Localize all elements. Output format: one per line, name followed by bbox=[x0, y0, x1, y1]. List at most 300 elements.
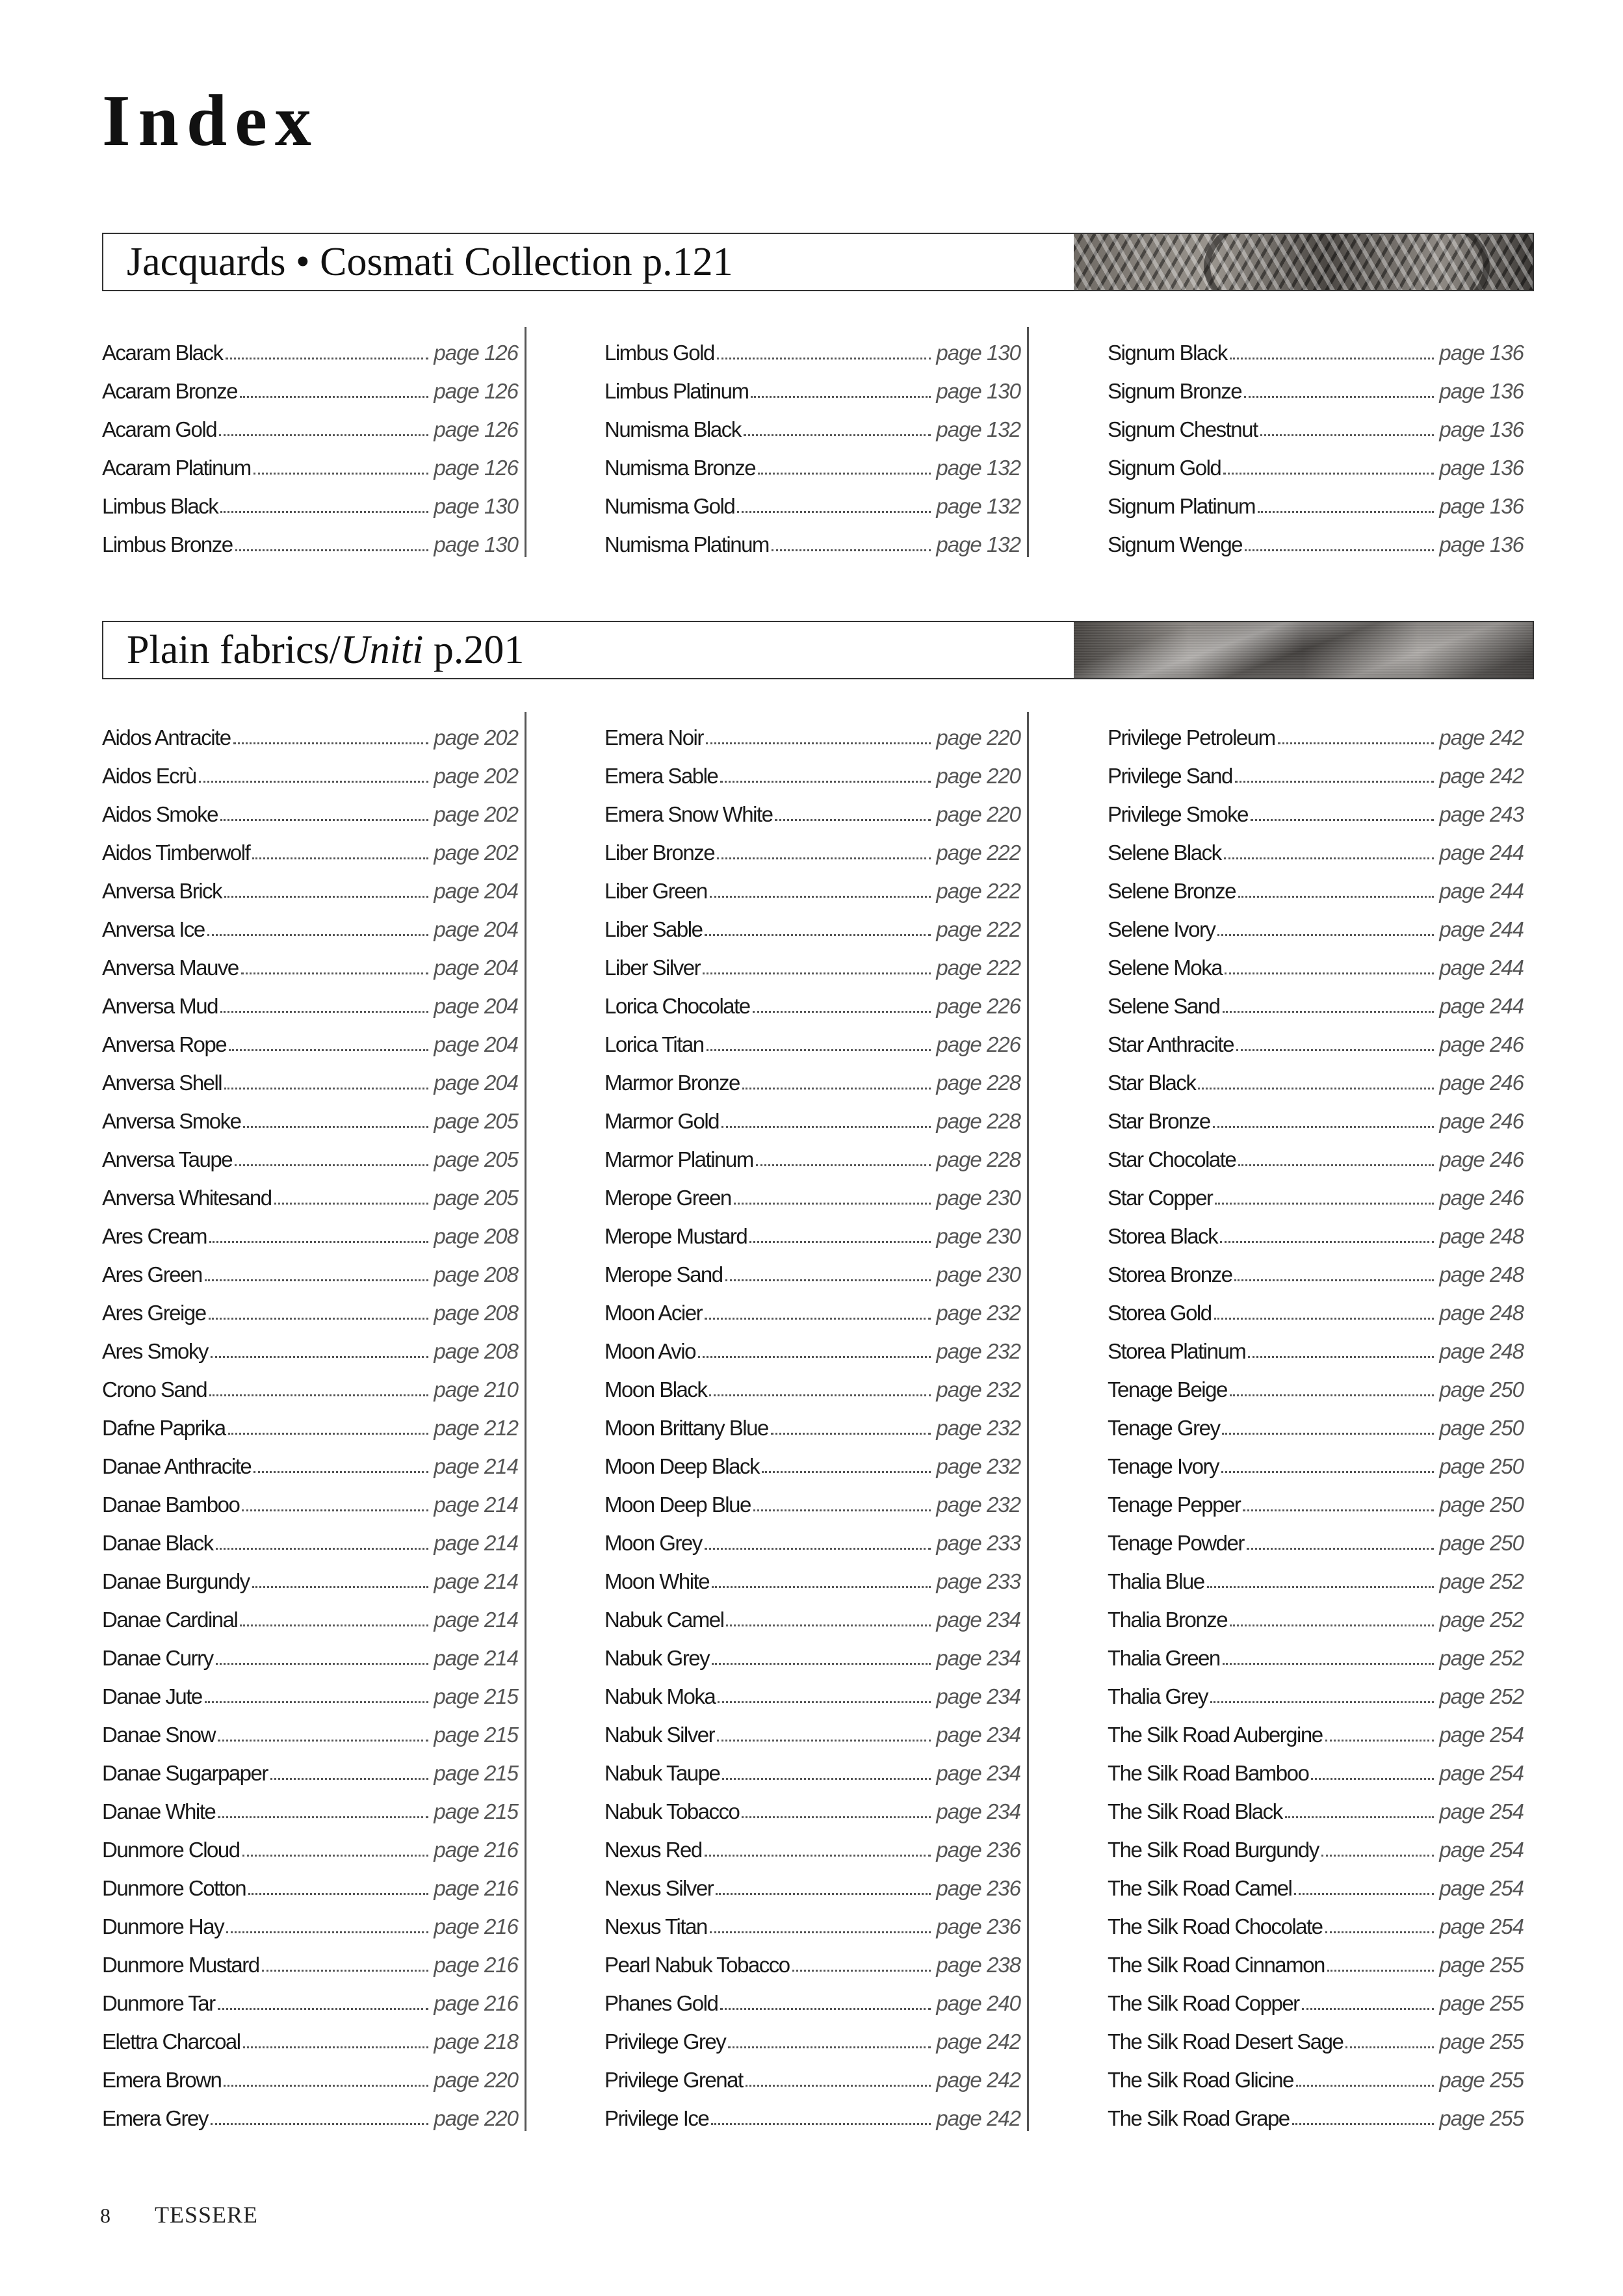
entry-page: page 204 bbox=[434, 879, 518, 903]
index-entry bbox=[1108, 1786, 1530, 1824]
dot-leader bbox=[1234, 1279, 1434, 1281]
index-entry bbox=[604, 327, 1027, 365]
index-entry bbox=[102, 712, 525, 750]
entry-name: Signum Black bbox=[1108, 341, 1227, 365]
index-entry bbox=[604, 1556, 1027, 1594]
entry-name: Liber Silver bbox=[604, 956, 701, 980]
index-entry bbox=[604, 1095, 1027, 1134]
index-entry bbox=[1108, 980, 1530, 1019]
index-entry bbox=[1108, 1632, 1530, 1671]
section-title-tail: p.201 bbox=[423, 627, 525, 672]
entry-name: Nexus Silver bbox=[604, 1876, 714, 1900]
entry-page: page 204 bbox=[434, 994, 518, 1018]
index-entry bbox=[604, 1402, 1027, 1441]
entry-name: Signum Gold bbox=[1108, 456, 1221, 480]
index-entry bbox=[102, 942, 525, 980]
entry-name: Numisma Platinum bbox=[604, 532, 769, 556]
index-entry bbox=[604, 1287, 1027, 1325]
index-entry bbox=[102, 1057, 525, 1095]
index-entry bbox=[1108, 712, 1530, 750]
entry-name: Star Bronze bbox=[1108, 1109, 1210, 1133]
index-entry bbox=[1108, 1671, 1530, 1709]
index-entry bbox=[1108, 519, 1530, 557]
entry-page: page 252 bbox=[1439, 1646, 1524, 1670]
dot-leader bbox=[762, 1471, 931, 1473]
dot-leader bbox=[709, 1394, 931, 1396]
dot-leader bbox=[224, 2085, 428, 2087]
entry-page: page 234 bbox=[936, 1761, 1020, 1785]
index-entry bbox=[604, 365, 1027, 404]
index-entry bbox=[604, 1632, 1027, 1671]
dot-leader bbox=[235, 549, 429, 551]
entry-page: page 243 bbox=[1439, 802, 1524, 826]
entry-page: page 210 bbox=[434, 1377, 518, 1402]
entry-name: Tenage Ivory bbox=[1108, 1454, 1219, 1478]
entry-name: Anversa Smoke bbox=[102, 1109, 241, 1133]
dot-leader bbox=[744, 434, 931, 436]
entry-page: page 246 bbox=[1439, 1186, 1524, 1210]
entry-page: page 208 bbox=[434, 1301, 518, 1325]
entry-page: page 216 bbox=[434, 1991, 518, 2015]
entry-name: The Silk Road Copper bbox=[1108, 1991, 1299, 2015]
dot-leader bbox=[1223, 473, 1434, 475]
entry-name: Anversa Whitesand bbox=[102, 1186, 272, 1210]
dot-leader bbox=[792, 1970, 931, 1972]
index-entry bbox=[102, 1824, 525, 1862]
index-entry bbox=[102, 2016, 525, 2054]
entry-name: Moon Grey bbox=[604, 1531, 702, 1555]
entry-page: page 254 bbox=[1439, 1838, 1524, 1862]
entry-page: page 130 bbox=[434, 532, 518, 556]
entry-page: page 136 bbox=[1439, 379, 1524, 403]
entry-name: Elettra Charcoal bbox=[102, 2029, 240, 2054]
dot-leader bbox=[1230, 1394, 1435, 1396]
entry-name: Signum Wenge bbox=[1108, 532, 1243, 556]
entry-name: Marmor Bronze bbox=[604, 1071, 740, 1095]
dot-leader bbox=[209, 1318, 429, 1320]
dot-leader bbox=[758, 473, 931, 475]
entry-name: Thalia Green bbox=[1108, 1646, 1220, 1670]
entry-page: page 212 bbox=[434, 1416, 518, 1440]
dot-leader bbox=[712, 1663, 931, 1665]
dot-leader bbox=[749, 1241, 931, 1243]
plain-column-3 bbox=[1108, 712, 1530, 2131]
index-entry bbox=[604, 1977, 1027, 2016]
index-entry bbox=[102, 1402, 525, 1441]
entry-name: Ares Greige bbox=[102, 1301, 206, 1325]
dot-leader bbox=[698, 1356, 931, 1358]
index-entry bbox=[102, 1019, 525, 1057]
dot-leader bbox=[1243, 1509, 1434, 1511]
entry-page: page 240 bbox=[936, 1991, 1020, 2015]
index-entry bbox=[102, 1287, 525, 1325]
entry-page: page 246 bbox=[1439, 1147, 1524, 1171]
dot-leader bbox=[1214, 1318, 1435, 1320]
entry-name: Nabuk Moka bbox=[604, 1684, 716, 1708]
entry-page: page 214 bbox=[434, 1646, 518, 1670]
entry-page: page 244 bbox=[1439, 917, 1524, 941]
index-entry bbox=[102, 442, 525, 480]
entry-name: Thalia Bronze bbox=[1108, 1608, 1228, 1632]
dot-leader bbox=[712, 1586, 931, 1588]
entry-name: Privilege Sand bbox=[1108, 764, 1232, 788]
entry-name: Tenage Pepper bbox=[1108, 1493, 1241, 1517]
entry-page: page 236 bbox=[936, 1838, 1020, 1862]
dot-leader bbox=[720, 2008, 931, 2010]
section-title bbox=[103, 627, 1074, 673]
dot-leader bbox=[240, 1624, 428, 1626]
entry-name: Merope Sand bbox=[604, 1262, 723, 1286]
dot-leader bbox=[1236, 1049, 1434, 1051]
entry-name: Storea Black bbox=[1108, 1224, 1218, 1248]
jacquards-column-3 bbox=[1108, 327, 1530, 557]
entry-page: page 254 bbox=[1439, 1799, 1524, 1823]
entry-page: page 222 bbox=[936, 841, 1020, 865]
dot-leader bbox=[1235, 781, 1435, 783]
entry-page: page 242 bbox=[936, 2106, 1020, 2130]
entry-name: Tenage Beige bbox=[1108, 1377, 1227, 1402]
entry-page: page 208 bbox=[434, 1224, 518, 1248]
section-title-main: Plain fabrics/ bbox=[127, 627, 341, 672]
index-entry bbox=[102, 789, 525, 827]
entry-name: Privilege Ice bbox=[604, 2106, 709, 2130]
entry-name: Merope Green bbox=[604, 1186, 731, 1210]
dot-leader bbox=[242, 1855, 429, 1857]
entry-name: Danae Cardinal bbox=[102, 1608, 238, 1632]
entry-page: page 232 bbox=[936, 1454, 1020, 1478]
dot-leader bbox=[1302, 2008, 1435, 2010]
dot-leader bbox=[199, 781, 429, 783]
index-entry bbox=[1108, 1095, 1530, 1134]
index-entry bbox=[102, 1517, 525, 1556]
entry-name: The Silk Road Black bbox=[1108, 1799, 1282, 1823]
dot-leader bbox=[205, 1279, 429, 1281]
dot-leader bbox=[224, 896, 428, 898]
entry-page: page 230 bbox=[936, 1186, 1020, 1210]
index-entry bbox=[102, 1594, 525, 1632]
index-entry bbox=[1108, 1517, 1530, 1556]
entry-page: page 248 bbox=[1439, 1301, 1524, 1325]
index-entry bbox=[1108, 1210, 1530, 1249]
entry-name: The Silk Road Aubergine bbox=[1108, 1723, 1323, 1747]
dot-leader bbox=[718, 1701, 931, 1703]
dot-leader bbox=[1325, 1740, 1435, 1742]
dot-leader bbox=[229, 1049, 428, 1051]
entry-page: page 202 bbox=[434, 764, 518, 788]
index-entry bbox=[1108, 2093, 1530, 2131]
dot-leader bbox=[703, 972, 931, 974]
dot-leader bbox=[1311, 1778, 1434, 1780]
dot-leader bbox=[218, 1816, 428, 1818]
entry-name: Dunmore Mustard bbox=[102, 1953, 259, 1977]
dot-leader bbox=[1245, 549, 1434, 551]
entry-name: Anversa Rope bbox=[102, 1032, 227, 1056]
entry-page: page 234 bbox=[936, 1684, 1020, 1708]
entry-page: page 232 bbox=[936, 1301, 1020, 1325]
index-entry bbox=[1108, 1594, 1530, 1632]
dot-leader bbox=[1238, 896, 1434, 898]
dot-leader bbox=[1230, 358, 1435, 359]
entry-page: page 202 bbox=[434, 841, 518, 865]
index-entry bbox=[102, 2054, 525, 2093]
index-entry bbox=[1108, 1364, 1530, 1402]
entry-name: Privilege Grey bbox=[604, 2029, 726, 2054]
entry-name: Danae Black bbox=[102, 1531, 213, 1555]
dot-leader bbox=[1278, 742, 1435, 744]
dot-leader bbox=[1244, 396, 1434, 398]
index-entry bbox=[604, 2054, 1027, 2093]
entry-name: Liber Sable bbox=[604, 917, 703, 941]
dot-leader bbox=[211, 1356, 428, 1358]
dot-leader bbox=[1215, 1203, 1434, 1205]
entry-page: page 126 bbox=[434, 456, 518, 480]
jacquards-column-1 bbox=[102, 327, 526, 557]
index-entry bbox=[604, 750, 1027, 789]
entry-name: Privilege Grenat bbox=[604, 2068, 743, 2092]
dot-leader bbox=[734, 1203, 931, 1205]
entry-page: page 136 bbox=[1439, 417, 1524, 441]
entry-name: Signum Platinum bbox=[1108, 494, 1255, 518]
index-entry bbox=[1108, 2054, 1530, 2093]
dot-leader bbox=[705, 1318, 931, 1320]
dot-leader bbox=[1223, 1663, 1435, 1665]
dot-leader bbox=[1292, 2123, 1435, 2125]
index-entry bbox=[604, 1019, 1027, 1057]
entry-page: page 222 bbox=[936, 879, 1020, 903]
index-entry bbox=[102, 1479, 525, 1517]
index-entry bbox=[1108, 1402, 1530, 1441]
index-entry bbox=[102, 404, 525, 442]
index-entry bbox=[102, 1977, 525, 2016]
entry-page: page 233 bbox=[936, 1531, 1020, 1555]
index-entry bbox=[1108, 1019, 1530, 1057]
index-entry bbox=[102, 1249, 525, 1287]
dot-leader bbox=[209, 1394, 428, 1396]
entry-page: page 255 bbox=[1439, 1991, 1524, 2015]
dot-leader bbox=[262, 1970, 429, 1972]
entry-name: Ares Smoky bbox=[102, 1339, 208, 1363]
index-entry bbox=[102, 827, 525, 865]
entry-page: page 232 bbox=[936, 1493, 1020, 1517]
index-entry bbox=[604, 1134, 1027, 1172]
entry-name: The Silk Road Burgundy bbox=[1108, 1838, 1319, 1862]
index-entry bbox=[1108, 1901, 1530, 1939]
dot-leader bbox=[720, 781, 931, 783]
entry-name: Selene Ivory bbox=[1108, 917, 1215, 941]
entry-page: page 222 bbox=[936, 917, 1020, 941]
dot-leader bbox=[725, 1279, 931, 1281]
entry-name: Phanes Gold bbox=[604, 1991, 718, 2015]
entry-page: page 220 bbox=[936, 764, 1020, 788]
dot-leader bbox=[1321, 1855, 1435, 1857]
entry-page: page 216 bbox=[434, 1838, 518, 1862]
entry-page: page 252 bbox=[1439, 1569, 1524, 1593]
dot-leader bbox=[1217, 934, 1434, 936]
entry-name: Dafne Paprika bbox=[102, 1416, 226, 1440]
dot-leader bbox=[211, 2123, 428, 2125]
entry-page: page 130 bbox=[936, 341, 1020, 365]
entry-page: page 226 bbox=[936, 1032, 1020, 1056]
dot-leader bbox=[1327, 1970, 1435, 1972]
entry-name: Signum Chestnut bbox=[1108, 417, 1258, 441]
index-entry bbox=[604, 1594, 1027, 1632]
entry-name: Pearl Nabuk Tobacco bbox=[604, 1953, 790, 1977]
dot-leader bbox=[737, 511, 931, 513]
entry-name: Aidos Ecrù bbox=[102, 764, 196, 788]
entry-page: page 250 bbox=[1439, 1416, 1524, 1440]
index-entry bbox=[1108, 1747, 1530, 1786]
entry-name: Liber Bronze bbox=[604, 841, 715, 865]
entry-page: page 242 bbox=[936, 2068, 1020, 2092]
entry-page: page 216 bbox=[434, 1914, 518, 1938]
entry-page: page 215 bbox=[434, 1684, 518, 1708]
index-entry bbox=[1108, 442, 1530, 480]
dot-leader bbox=[216, 1663, 429, 1665]
dot-leader bbox=[705, 1548, 931, 1550]
dot-leader bbox=[228, 1433, 429, 1435]
entry-name: Moon White bbox=[604, 1569, 710, 1593]
dot-leader bbox=[717, 358, 931, 359]
dot-leader bbox=[706, 742, 931, 744]
index-entry bbox=[604, 865, 1027, 904]
index-entry bbox=[604, 1441, 1027, 1479]
index-entry bbox=[1108, 1287, 1530, 1325]
entry-name: Star Black bbox=[1108, 1071, 1196, 1095]
entry-name: Lorica Titan bbox=[604, 1032, 704, 1056]
index-entry bbox=[604, 1824, 1027, 1862]
index-entry bbox=[1108, 1709, 1530, 1747]
entry-name: Numisma Black bbox=[604, 417, 741, 441]
plain-column-2 bbox=[604, 712, 1029, 2131]
entry-page: page 244 bbox=[1439, 841, 1524, 865]
dot-leader bbox=[707, 1049, 931, 1051]
dot-leader bbox=[728, 2046, 931, 2048]
entry-page: page 232 bbox=[936, 1416, 1020, 1440]
dot-leader bbox=[771, 1433, 931, 1435]
entry-name: Crono Sand bbox=[102, 1377, 207, 1402]
index-entry bbox=[604, 1862, 1027, 1901]
dot-leader bbox=[775, 819, 931, 821]
plain-column-1 bbox=[102, 712, 526, 2131]
dot-leader bbox=[1294, 1893, 1434, 1895]
index-entry bbox=[102, 2093, 525, 2131]
entry-page: page 230 bbox=[936, 1262, 1020, 1286]
index-entry bbox=[102, 1671, 525, 1709]
entry-name: Emera Snow White bbox=[604, 802, 773, 826]
index-entry bbox=[102, 1134, 525, 1172]
entry-page: page 204 bbox=[434, 1032, 518, 1056]
entry-page: page 205 bbox=[434, 1147, 518, 1171]
entry-page: page 250 bbox=[1439, 1377, 1524, 1402]
dot-leader bbox=[710, 896, 931, 898]
entry-page: page 242 bbox=[1439, 725, 1524, 750]
entry-name: Anversa Shell bbox=[102, 1071, 222, 1095]
dot-leader bbox=[1345, 2046, 1434, 2048]
dot-leader bbox=[1325, 1931, 1435, 1933]
index-entry bbox=[604, 980, 1027, 1019]
dot-leader bbox=[1230, 1624, 1434, 1626]
entry-page: page 236 bbox=[936, 1876, 1020, 1900]
entry-name: Dunmore Cotton bbox=[102, 1876, 246, 1900]
index-entry bbox=[604, 519, 1027, 557]
entry-name: Thalia Blue bbox=[1108, 1569, 1204, 1593]
dot-leader bbox=[1198, 1088, 1434, 1089]
entry-page: page 232 bbox=[936, 1339, 1020, 1363]
dot-leader bbox=[722, 1778, 931, 1780]
entry-name: Acaram Bronze bbox=[102, 379, 237, 403]
dot-leader bbox=[1222, 1433, 1434, 1435]
entry-page: page 220 bbox=[936, 725, 1020, 750]
entry-page: page 204 bbox=[434, 917, 518, 941]
index-entry bbox=[102, 1786, 525, 1824]
entry-page: page 254 bbox=[1439, 1876, 1524, 1900]
entry-name: Moon Avio bbox=[604, 1339, 695, 1363]
entry-name: Limbus Gold bbox=[604, 341, 714, 365]
index-entry bbox=[102, 904, 525, 942]
entry-page: page 242 bbox=[936, 2029, 1020, 2054]
dot-leader bbox=[1224, 857, 1435, 859]
entry-name: Marmor Gold bbox=[604, 1109, 720, 1133]
entry-name: Star Chocolate bbox=[1108, 1147, 1236, 1171]
index-entry bbox=[102, 519, 525, 557]
index-entry bbox=[1108, 1862, 1530, 1901]
dot-leader bbox=[717, 1740, 931, 1742]
entry-name: Selene Bronze bbox=[1108, 879, 1236, 903]
entry-name: Limbus Platinum bbox=[604, 379, 749, 403]
dot-leader bbox=[240, 396, 428, 398]
entry-page: page 254 bbox=[1439, 1761, 1524, 1785]
entry-page: page 132 bbox=[936, 532, 1020, 556]
index-entry bbox=[1108, 1556, 1530, 1594]
index-entry bbox=[1108, 750, 1530, 789]
index-entry bbox=[1108, 1441, 1530, 1479]
index-entry bbox=[1108, 1977, 1530, 2016]
brand-logo: TESSERE bbox=[155, 2202, 259, 2228]
entry-page: page 220 bbox=[434, 2068, 518, 2092]
dot-leader bbox=[1247, 1548, 1435, 1550]
index-entry bbox=[102, 1632, 525, 1671]
entry-page: page 248 bbox=[1439, 1262, 1524, 1286]
entry-name: Danae Burgundy bbox=[102, 1569, 250, 1593]
entry-name: Storea Platinum bbox=[1108, 1339, 1246, 1363]
dot-leader bbox=[209, 1241, 428, 1243]
index-entry bbox=[604, 942, 1027, 980]
entry-name: Aidos Smoke bbox=[102, 802, 218, 826]
dot-leader bbox=[218, 2008, 429, 2010]
index-entry bbox=[1108, 1824, 1530, 1862]
entry-name: Nabuk Taupe bbox=[604, 1761, 720, 1785]
index-entry bbox=[102, 1210, 525, 1249]
dot-leader bbox=[253, 473, 429, 475]
dot-leader bbox=[226, 1931, 428, 1933]
dot-leader bbox=[742, 1088, 931, 1089]
index-entry bbox=[604, 827, 1027, 865]
dot-leader bbox=[233, 742, 429, 744]
entry-page: page 208 bbox=[434, 1262, 518, 1286]
entry-page: page 228 bbox=[936, 1071, 1020, 1095]
entry-name: Lorica Chocolate bbox=[604, 994, 750, 1018]
entry-page: page 132 bbox=[936, 417, 1020, 441]
entry-page: page 255 bbox=[1439, 2029, 1524, 2054]
index-entry bbox=[1108, 365, 1530, 404]
dot-leader bbox=[1207, 1586, 1435, 1588]
entry-name: Storea Bronze bbox=[1108, 1262, 1232, 1286]
entry-name: Nabuk Tobacco bbox=[604, 1799, 740, 1823]
entry-name: Star Copper bbox=[1108, 1186, 1213, 1210]
entry-name: Thalia Grey bbox=[1108, 1684, 1208, 1708]
entry-name: Acaram Black bbox=[102, 341, 223, 365]
dot-leader bbox=[274, 1203, 429, 1205]
